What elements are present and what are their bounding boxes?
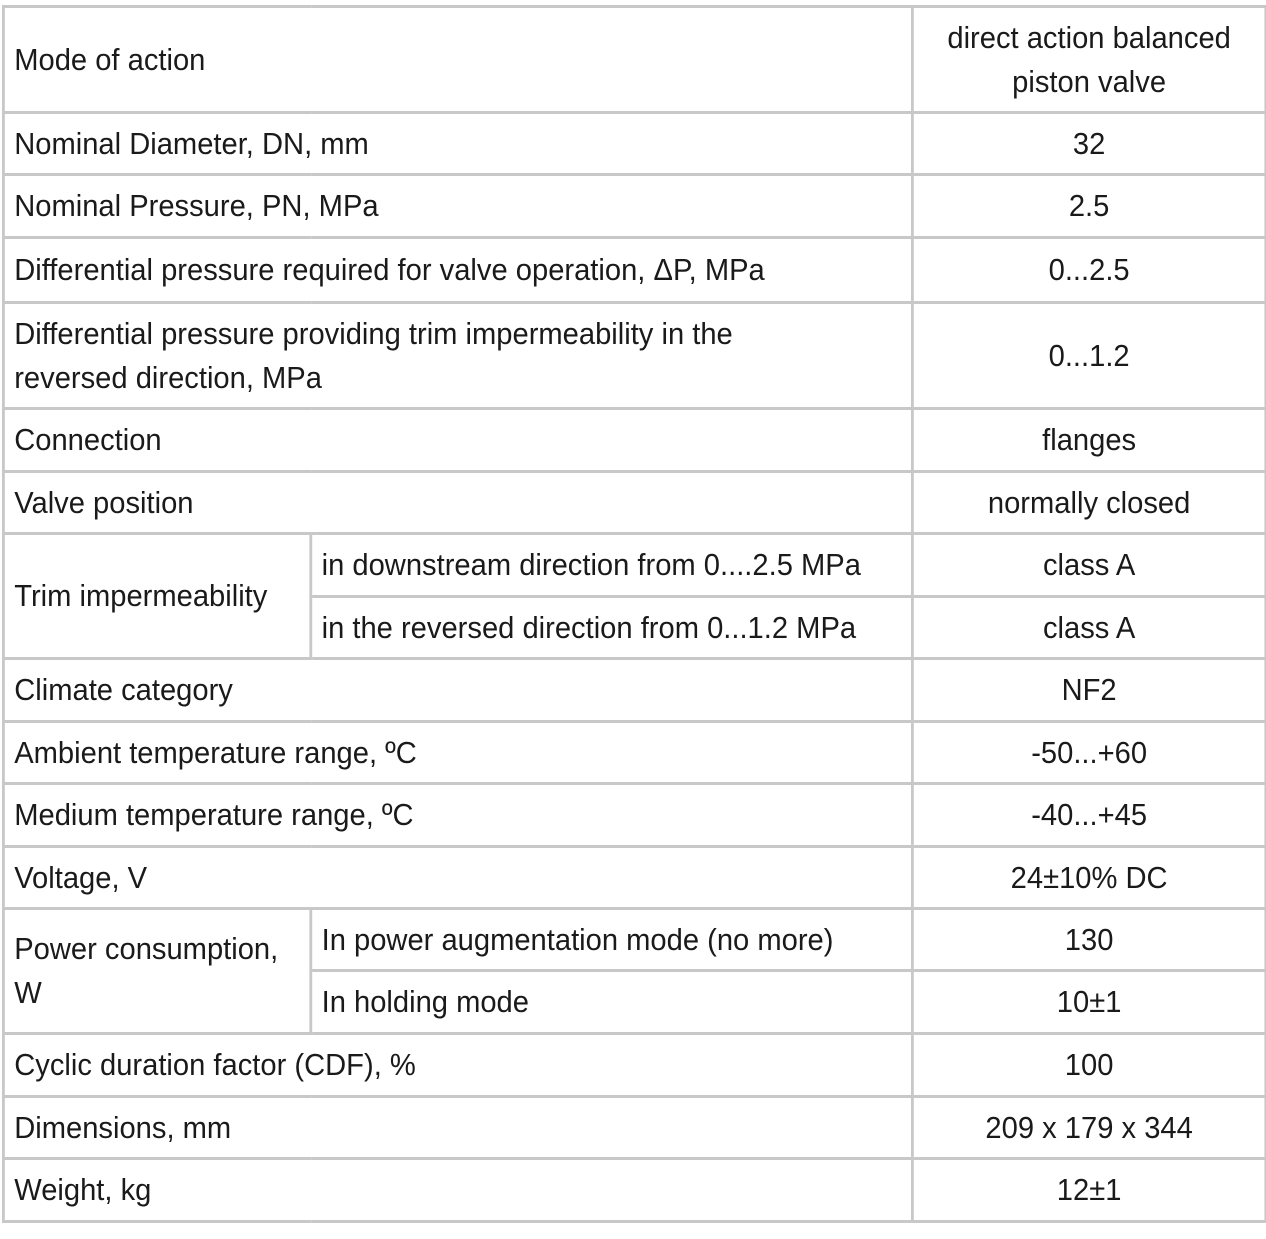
row-label: Climate category [3, 659, 912, 722]
table-row [3, 909, 1265, 971]
table-row [3, 7, 1265, 113]
row-label: Nominal Diameter, DN, mm [3, 113, 912, 175]
table-row [3, 659, 1265, 722]
row-value: 32 [912, 113, 1265, 175]
table-row [3, 409, 1265, 472]
row-value: class A [912, 597, 1265, 659]
row-value: -40...+45 [912, 784, 1265, 847]
row-value: flanges [912, 409, 1265, 472]
row-value: 0...2.5 [912, 238, 1265, 303]
table-row [3, 784, 1265, 847]
sub-label: In holding mode [311, 971, 913, 1034]
row-value: NF2 [912, 659, 1265, 722]
sub-label: in the reversed direction from 0...1.2 MPa [311, 597, 913, 659]
row-label: Ambient temperature range, ºC [3, 722, 912, 784]
table-row [3, 1034, 1265, 1097]
table-row [3, 472, 1265, 534]
table-row [3, 303, 1265, 409]
row-value: class A [912, 534, 1265, 597]
row-value: 10±1 [912, 971, 1265, 1034]
row-label: Nominal Pressure, PN, MPa [3, 175, 912, 238]
row-label: Differential pressure required for valve operation, ΔP, MPa [3, 238, 912, 303]
row-label: Cyclic duration factor (CDF), % [3, 1034, 912, 1097]
table-row [3, 1159, 1265, 1222]
row-label-text: Differential pressure providing trim impermeability in the reversed direction, MPa [14, 315, 733, 395]
row-label: Medium temperature range, ºC [3, 784, 912, 847]
row-value: 100 [912, 1034, 1265, 1097]
row-label: Weight, kg [3, 1159, 912, 1222]
sub-label: In power augmentation mode (no more) [311, 909, 913, 971]
table-row [3, 175, 1265, 238]
row-value: 12±1 [912, 1159, 1265, 1222]
row-value: 130 [912, 909, 1265, 971]
row-value: 24±10% DC [912, 847, 1265, 909]
row-label: Valve position [3, 472, 912, 534]
row-value: direct action balanced piston valve [912, 7, 1265, 113]
table-row [3, 113, 1265, 175]
row-value: 0...1.2 [912, 303, 1265, 409]
group-label-text: Power consumption, W [14, 931, 279, 1010]
table-row [3, 238, 1265, 303]
row-label: Voltage, V [3, 847, 912, 909]
row-value: 209 x 179 x 344 [912, 1097, 1265, 1159]
row-label: Dimensions, mm [3, 1097, 912, 1159]
table-row [3, 534, 1265, 597]
table-row [3, 1097, 1265, 1159]
group-label [3, 909, 310, 1034]
row-label [3, 303, 912, 409]
row-value: normally closed [912, 472, 1265, 534]
table-row [3, 722, 1265, 784]
row-value: -50...+60 [912, 722, 1265, 784]
table-row [3, 847, 1265, 909]
row-label: Connection [3, 409, 912, 472]
specifications-table [2, 5, 1266, 1223]
group-label: Trim impermeability [3, 534, 310, 659]
row-value: 2.5 [912, 175, 1265, 238]
row-label: Mode of action [3, 7, 912, 113]
sub-label: in downstream direction from 0....2.5 MPa [311, 534, 913, 597]
